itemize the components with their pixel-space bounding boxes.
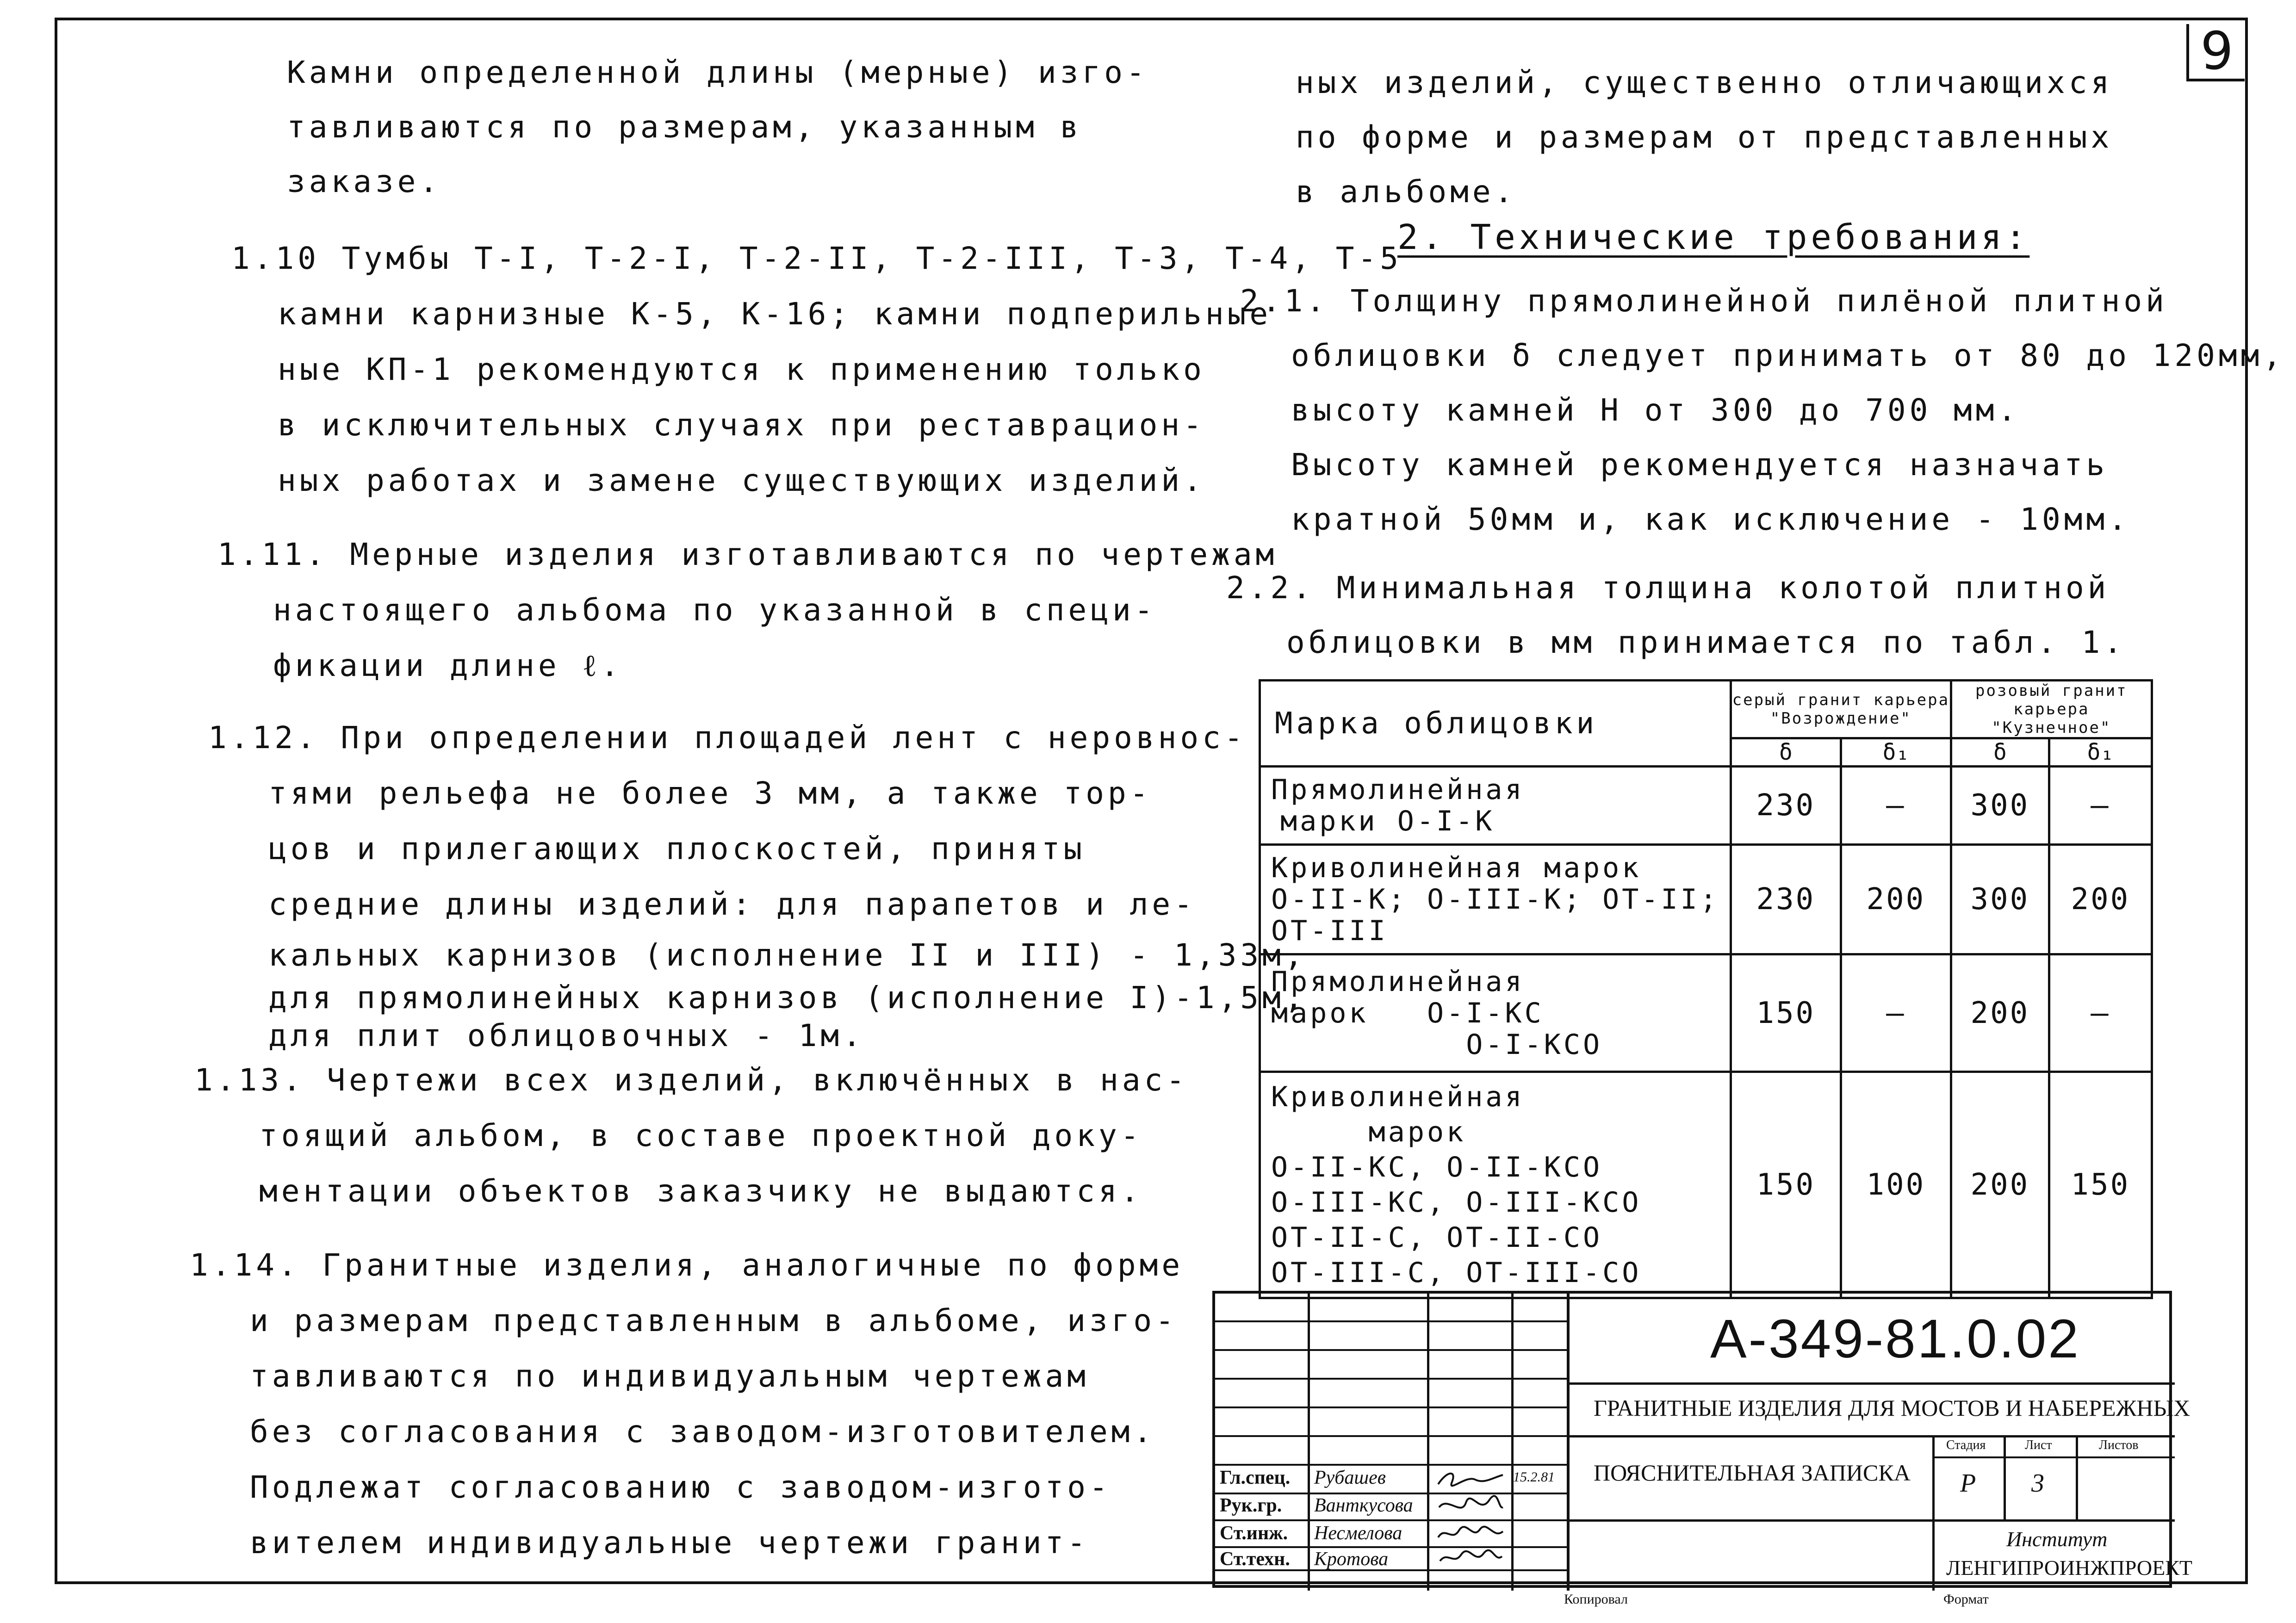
- text-line: тями рельефа не более 3 мм, а также тор-: [268, 775, 1152, 811]
- text-line: фикации длине ℓ.: [273, 648, 623, 683]
- header-delta1: δ₁: [2049, 738, 2152, 767]
- value-cell: —: [1841, 767, 1951, 845]
- text-line: тоящий альбом, в составе проектной доку-: [259, 1118, 1143, 1153]
- value-cell: 200: [2049, 845, 2152, 954]
- mark-line: О-II-КС, О-II-КСО: [1271, 1151, 1603, 1183]
- title-block: [1212, 1291, 2193, 1588]
- grid-line: [1932, 1456, 2175, 1458]
- institute-line1: Институт: [2006, 1527, 2108, 1551]
- mark-line: Прямолинейная: [1271, 774, 1525, 806]
- header-mark: Марка облицовки: [1260, 681, 1731, 767]
- text-line: высоту камней Н от 300 до 700 мм.: [1291, 392, 2020, 428]
- institute-line2: ЛЕНГИПРОИНЖПРОЕКТ: [1946, 1556, 2193, 1580]
- grid-line: [1567, 1294, 1570, 1591]
- table-row: [1260, 1072, 2152, 1298]
- grid-line: [2004, 1435, 2006, 1519]
- header-gray-granite: серый гранит карьера "Возрождение": [1731, 681, 1951, 738]
- value-cell: 230: [1731, 845, 1841, 954]
- text-line: 1.13. Чертежи всех изделий, включённых в нас-: [194, 1062, 1189, 1098]
- mark-line: Прямолинейная: [1271, 965, 1525, 998]
- mark-line: ОТ-III: [1271, 915, 1388, 947]
- grid-line: [1215, 1320, 1567, 1322]
- value-cell: 200: [1951, 1072, 2049, 1298]
- role-name: Рубашев: [1314, 1467, 1386, 1488]
- stage-label: Стадия: [1946, 1438, 1986, 1452]
- value-cell: 200: [1841, 845, 1951, 954]
- text-line: ных работах и замене существующих изделий.: [278, 463, 1205, 498]
- value-cell: 100: [1841, 1072, 1951, 1298]
- mark-line: О-III-КС, О-III-КСО: [1271, 1186, 1642, 1219]
- text-line: 2.1. Толщину прямолинейной пилёной плитной: [1240, 283, 2168, 319]
- thickness-table: [1259, 679, 2153, 1299]
- value-cell: 300: [1951, 845, 2049, 954]
- text-line: ментации объектов заказчику не выдаются.: [259, 1173, 1143, 1209]
- signature-3: [1433, 1521, 1508, 1547]
- grid-line: [1215, 1519, 1567, 1521]
- text-line: в альбоме.: [1296, 174, 1517, 210]
- header-delta1: δ₁: [1841, 738, 1951, 767]
- mark-line: марок: [1271, 1116, 1466, 1148]
- text-line: без согласования с заводом-изготовителем.: [250, 1414, 1156, 1450]
- value-cell: —: [1841, 954, 1951, 1072]
- mark-line: О-II-К; О-III-К; ОТ-II;: [1271, 883, 1719, 916]
- sheets-label: Листов: [2099, 1438, 2139, 1452]
- value-cell: —: [2049, 954, 2152, 1072]
- role-date: 15.2.81: [1513, 1469, 1555, 1485]
- grid-line: [1932, 1435, 1935, 1519]
- mark-line: ОТ-II-С, ОТ-II-СО: [1271, 1221, 1603, 1254]
- text-line: для плит облицовочных - 1м.: [268, 1018, 865, 1053]
- footer-copied: Копировал: [1564, 1592, 1628, 1607]
- document-title: ГРАНИТНЫЕ ИЗДЕЛИЯ ДЛЯ МОСТОВ И НАБЕРЕЖНЫХ: [1594, 1395, 2191, 1421]
- signature-2: [1433, 1493, 1508, 1519]
- value-cell: 300: [1951, 767, 2049, 845]
- mark-cell: [1260, 767, 1731, 845]
- text-line: Камни определенной длины (мерные) изго-: [287, 55, 1148, 90]
- header-delta: δ: [1731, 738, 1841, 767]
- value-cell: 230: [1731, 767, 1841, 845]
- text-line: облицовки δ следует принимать от 80 до 120мм,: [1291, 338, 2285, 373]
- mark-cell: [1260, 954, 1731, 1072]
- role-label: Ст.техн.: [1220, 1549, 1290, 1570]
- table-row: [1260, 767, 2152, 845]
- text-line: для прямолинейных карнизов (исполнение I)-1,5м,: [268, 980, 1307, 1016]
- text-line: вителем индивидуальные чертежи гранит-: [250, 1525, 1089, 1561]
- sheet-value: 3: [2031, 1469, 2044, 1498]
- mark-line: ОТ-III-С, ОТ-III-СО: [1271, 1257, 1642, 1289]
- table-row: [1260, 954, 2152, 1072]
- text-line: облицовки в мм принимается по табл. 1.: [1286, 625, 2126, 660]
- text-line: 1.12. При определении площадей лент с неровнос-: [208, 720, 1247, 756]
- value-cell: 150: [1731, 1072, 1841, 1298]
- mark-line: Криволинейная марок: [1271, 852, 1642, 884]
- text-line: 1.10 Тумбы Т-I, Т-2-I, Т-2-II, Т-2-III, Т-3, Т-4, Т-5: [231, 241, 1402, 276]
- text-line: Подлежат согласованию с заводом-изгото-: [250, 1469, 1111, 1505]
- mark-line: марки О-I-К: [1280, 805, 1495, 837]
- grid-line: [1567, 1519, 2175, 1522]
- role-name: Кротова: [1314, 1549, 1389, 1570]
- sheet-label: Лист: [2025, 1438, 2052, 1452]
- text-line: ных изделий, существенно отличающихся: [1296, 65, 2113, 100]
- text-line: камни карнизные К-5, К-16; камни подперильные: [278, 296, 1272, 332]
- text-line: и размерам представленным в альбоме, изго-: [250, 1303, 1178, 1338]
- text-line: тавливаются по размерам, указанным в: [287, 109, 1082, 145]
- text-line: 2.2. Минимальная толщина колотой плитной: [1226, 570, 2110, 606]
- text-line: средние длины изделий: для парапетов и ле-: [268, 886, 1196, 922]
- grid-line: [2076, 1435, 2078, 1519]
- value-cell: —: [2049, 767, 2152, 845]
- mark-line: марок О-I-КС: [1271, 997, 1544, 1029]
- grid-line: [1215, 1349, 1567, 1351]
- text-line: тавливаются по индивидуальным чертежам: [250, 1358, 1089, 1394]
- role-label: Рук.гр.: [1220, 1495, 1282, 1516]
- mark-line: О-I-КСО: [1271, 1028, 1603, 1061]
- grid-line: [1932, 1519, 1935, 1591]
- text-line: по форме и размерам от представленных: [1296, 119, 2113, 155]
- text-line: ные КП-1 рекомендуются к применению только: [278, 352, 1205, 387]
- role-label: Гл.спец.: [1220, 1467, 1291, 1488]
- grid-line: [1567, 1435, 2175, 1437]
- grid-line: [1215, 1435, 1567, 1437]
- text-line: кратной 50мм и, как исключение - 10мм.: [1291, 502, 2130, 537]
- role-label: Ст.инж.: [1220, 1523, 1288, 1544]
- text-line: 1.11. Мерные изделия изготавливаются по чертежам: [217, 537, 1278, 572]
- text-line: цов и прилегающих плоскостей, приняты: [268, 831, 1086, 867]
- text-line: кальных карнизов (исполнение II и III) - 1,33м,: [268, 937, 1307, 973]
- text-line: 1.14. Гранитные изделия, аналогичные по форме: [190, 1247, 1184, 1283]
- role-name: Ванткусова: [1314, 1495, 1413, 1516]
- header-pink-granite: розовый гранит карьера "Кузнечное": [1951, 681, 2152, 738]
- table-row: [1260, 845, 2152, 954]
- sheet-number: 9: [2186, 24, 2245, 81]
- grid-line: [1215, 1378, 1567, 1380]
- mark-cell: [1260, 845, 1731, 954]
- signature-1: [1433, 1466, 1508, 1492]
- grid-line: [1215, 1406, 1567, 1408]
- grid-line: [1215, 1464, 1567, 1466]
- document-name: ПОЯСНИТЕЛЬНАЯ ЗАПИСКА: [1594, 1460, 1911, 1486]
- role-name: Несмелова: [1314, 1523, 1402, 1544]
- document-code: А-349-81.0.02: [1710, 1308, 2080, 1369]
- footer-format: Формат: [1943, 1592, 1989, 1607]
- text-line: настоящего альбома по указанной в специ-: [273, 592, 1157, 628]
- text-line: в исключительных случаях при реставрацион-: [278, 407, 1205, 443]
- mark-cell: [1260, 1072, 1731, 1298]
- value-cell: 150: [2049, 1072, 2152, 1298]
- grid-line: [1567, 1382, 2175, 1385]
- header-delta: δ: [1951, 738, 2049, 767]
- stage-value: Р: [1960, 1469, 1976, 1498]
- value-cell: 150: [1731, 954, 1841, 1072]
- mark-line: Криволинейная: [1271, 1081, 1525, 1113]
- section-title: 2. Технические требования:: [1397, 217, 2030, 257]
- value-cell: 200: [1951, 954, 2049, 1072]
- text-line: заказе.: [287, 164, 442, 199]
- text-line: Высоту камней рекомендуется назначать: [1291, 447, 2109, 483]
- signature-4: [1433, 1547, 1508, 1569]
